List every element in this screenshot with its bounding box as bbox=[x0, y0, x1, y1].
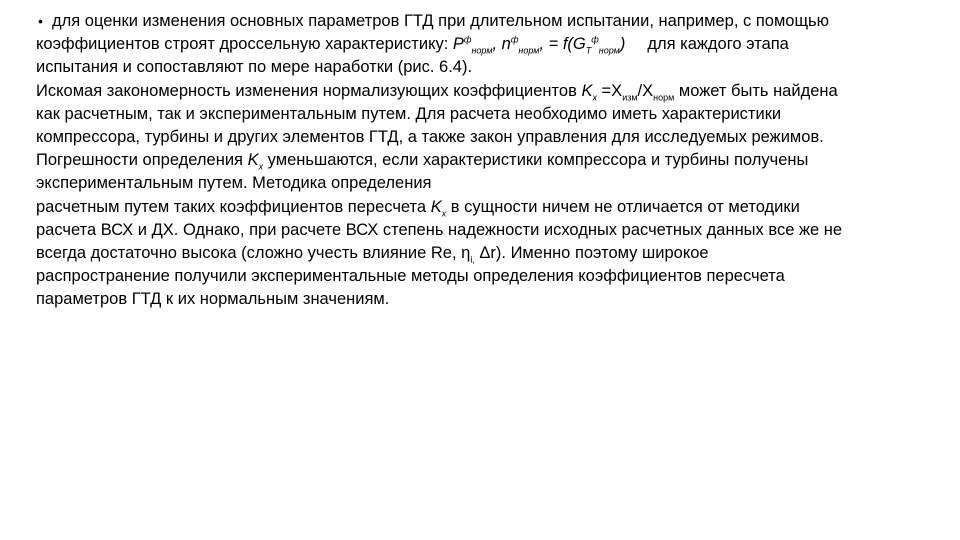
paragraph-2-line-2: как расчетным, так и экспериментальным путем. Для расчета необходимо иметь характеристики bbox=[36, 104, 782, 123]
paragraph-3-line-3: всегда достаточно высока (сложно учесть влияние Re, $\eta_{i,}$ Δr). Именно поэтому широкое bbox=[36, 243, 709, 265]
paragraph-3-line-1: расчетным путем таких коэффициентов пересчета $K_x$ в сущности ничем не отличается от методики bbox=[36, 197, 800, 218]
paragraph-3-line-4: распространение получили экспериментальные методы определения коэффициентов пересчета bbox=[36, 267, 785, 286]
paragraph-2-line-5: экспериментальным путем. Методика определения bbox=[36, 174, 432, 193]
paragraph-3-line-5: параметров ГТД к их нормальным значениям. bbox=[36, 290, 390, 309]
bullet-icon: • bbox=[38, 13, 43, 29]
paragraph-1-line-3: испытания и сопоставляют по мере наработки (рис. 6.4). bbox=[36, 58, 473, 77]
formula: $P^ф_{норм}$, $n^ф_{норм}$, = $f(G_T^ф_{норм})$ bbox=[452, 34, 626, 56]
paragraph-3-line-2: расчета ВСХ и ДХ. Однако, при расчете ВСХ степень надежности исходных расчетных данных все же не bbox=[36, 220, 843, 239]
paragraph-2-line-1: Искомая закономерность изменения нормализующих коэффициентов $K_x =X_{изм}/X_{норм}$ может быть найдена bbox=[36, 81, 838, 102]
paragraph-2-line-3: компрессора, турбины и других элементов ГТД, а также закон управления для исследуемых режимов. bbox=[36, 127, 824, 146]
paragraph-2-line-4: Погрешности определения $K_x$ уменьшаются, если характеристики компрессора и турбины получены bbox=[36, 151, 809, 172]
paragraph-1-line-2: коэффициентов строят дроссельную характеристику: $P^ф_{норм}$, $n^ф_{норм}$, = $f(G_T^ф_{норм})$ для каждого этапа bbox=[36, 34, 789, 56]
paragraph-1-line-1: • для оценки изменения основных параметров ГТД при длительном испытании, например, с помощью bbox=[36, 10, 926, 33]
slide-text bbox=[36, 10, 926, 311]
